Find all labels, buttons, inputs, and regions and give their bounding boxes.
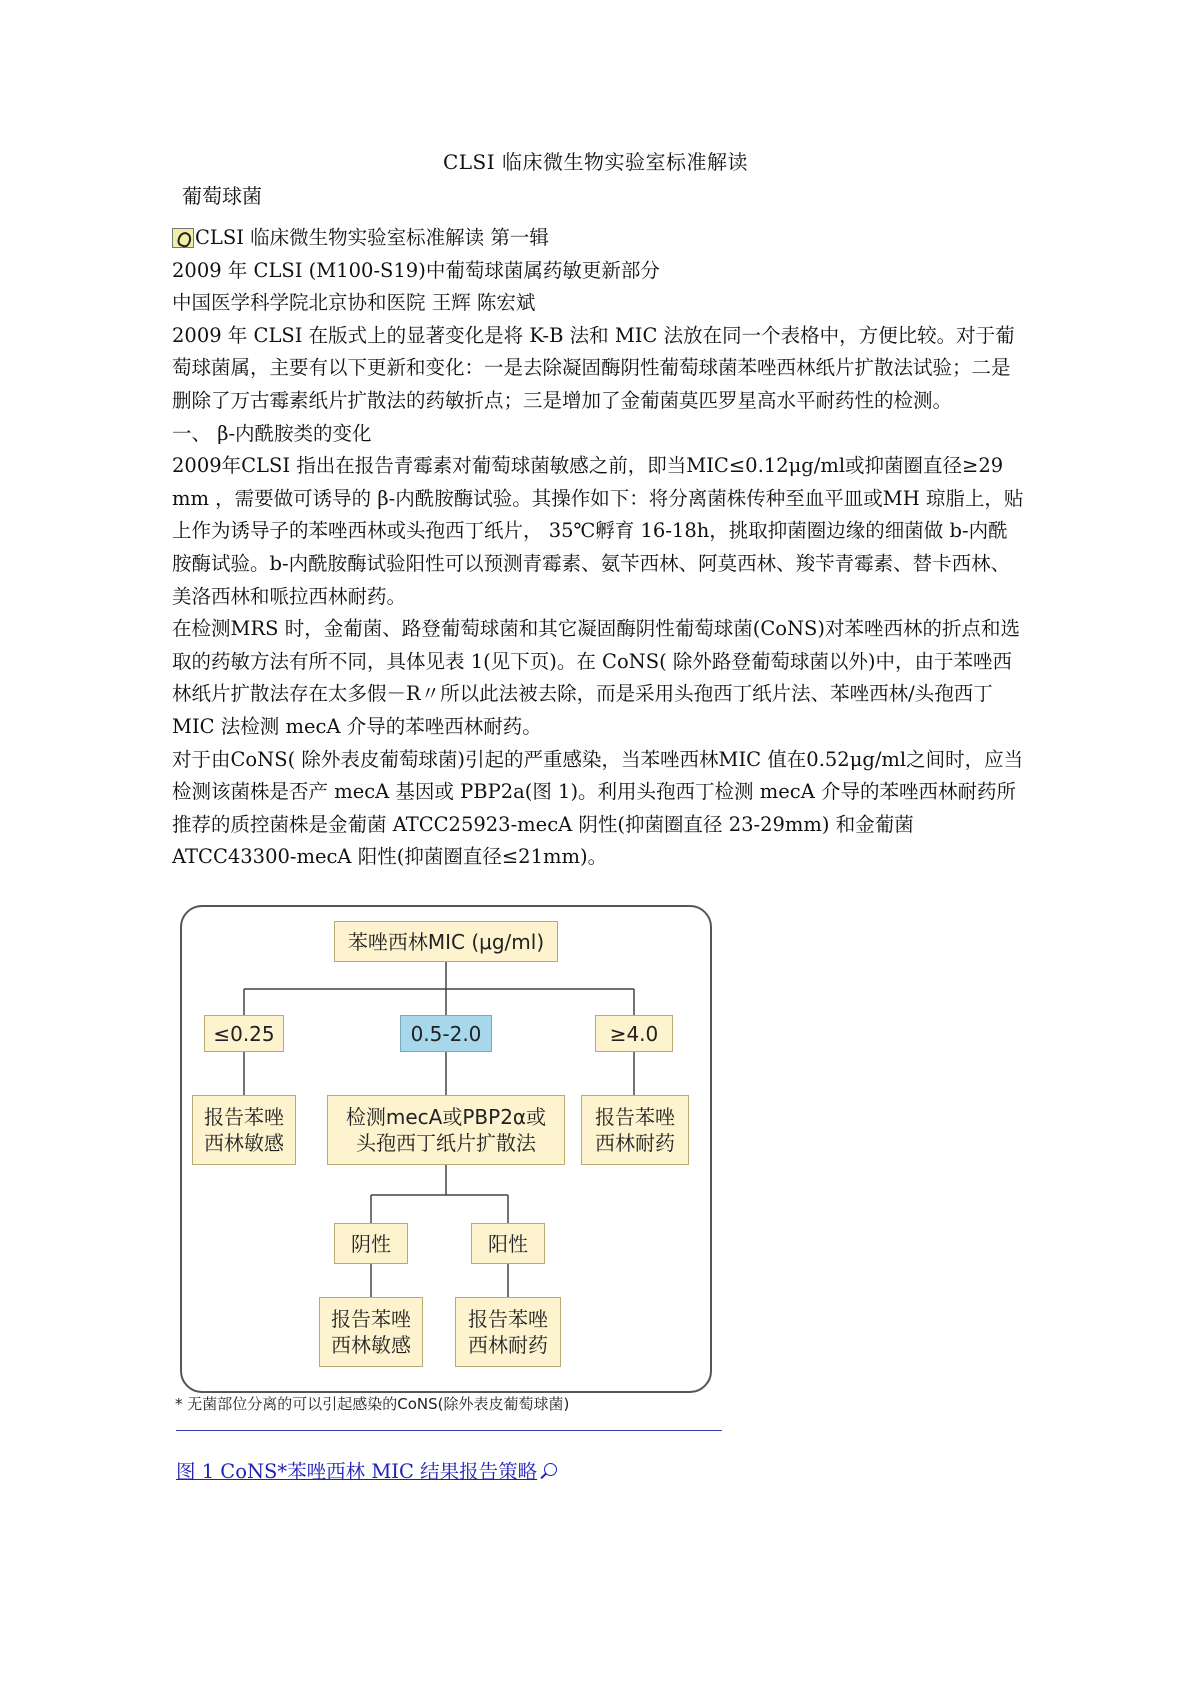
- flowchart-test-mid: 检测mecA或PBP2α或 头孢西丁纸片扩散法: [327, 1095, 565, 1165]
- document-body: [172, 222, 1024, 874]
- flowchart-result-negative: 报告苯唑 西林敏感: [319, 1297, 423, 1367]
- flowchart-result-low: 报告苯唑 西林敏感: [192, 1095, 296, 1165]
- document-subject: 葡萄球菌: [182, 184, 262, 208]
- flowchart-branch-low: ≤0.25: [204, 1015, 284, 1052]
- flowchart-negative: 阴性: [334, 1223, 408, 1264]
- paragraph-penicillin-test: 2009年CLSI 指出在报告青霉素对葡萄球菌敏感之前，即当MIC≤0.12μg/ml或抑菌圈直径≥29 mm ，需要做可诱导的 β-内酰胺酶试验。其操作如下：将分离菌株传种至血平皿或MH 琼脂上，贴上作为诱导子的苯唑西林或头孢西丁纸片， 35℃孵育 16-18h，挑取抑菌圈边缘的细菌做 b-内酰胺酶试验。b-内酰胺酶试验阳性可以预测青霉素、氨苄西林、阿莫西林、羧苄青霉素、替卡西林、美洛西林和哌拉西林耐药。: [172, 454, 1024, 608]
- paragraph-overview: 2009 年 CLSI 在版式上的显著变化是将 K-B 法和 MIC 法放在同一个表格中，方便比较。对于葡萄球菌属，主要有以下更新和变化：一是去除凝固酶阴性葡萄球菌苯唑西林纸片扩散法试验；二是删除了万古霉素纸片扩散法的药敏折点；三是增加了金葡菌莫匹罗星高水平耐药性的检测。: [172, 323, 1015, 412]
- figure-caption-link[interactable]: [176, 1456, 559, 1484]
- flowchart-positive: 阳性: [471, 1223, 545, 1264]
- paragraph-cons-infection: 对于由CoNS( 除外表皮葡萄球菌)引起的严重感染，当苯唑西林MIC 值在0.52μg/ml之间时，应当检测该菌株是否产 mecA 基因或 PBP2a(图 1)。利用头孢西丁检测 mecA 介导的苯唑西林耐药所推荐的质控菌株是金葡菌 ATCC25923-mecA 阴性(抑菌圈直径 23-29mm) 和金葡菌ATCC43300-mecA 阳性(抑菌圈直径≤21mm)。: [172, 747, 1024, 869]
- flowchart-branch-high: ≥4.0: [595, 1015, 673, 1052]
- flowchart-result-positive: 报告苯唑 西林耐药: [455, 1297, 561, 1367]
- paragraph-authors: 中国医学科学院北京协和医院 王辉 陈宏斌: [172, 291, 536, 315]
- flowchart-result-high: 报告苯唑 西林耐药: [581, 1095, 689, 1165]
- figure-caption-text[interactable]: 图 1 CoNS*苯唑西林 MIC 结果报告策略: [176, 1460, 538, 1483]
- flowchart-figure: [180, 905, 712, 1393]
- series-line-text[interactable]: CLSI 临床微生物实验室标准解读 第一辑: [195, 226, 549, 249]
- series-link-icon[interactable]: [172, 228, 194, 248]
- figure-footnote: * 无菌部位分离的可以引起感染的CoNS(除外表皮葡萄球菌): [175, 1395, 570, 1413]
- paragraph-mrs-detection: 在检测MRS 时，金葡菌、路登葡萄球菌和其它凝固酶阴性葡萄球菌(CoNS)对苯唑西林的折点和选取的药敏方法有所不同，具体见表 1(见下页)。在 CoNS( 除外路登葡萄球菌以外)中，由于苯唑西林纸片扩散法存在太多假－R〃所以此法被去除，而是采用头孢西丁纸片法、苯唑西林/头孢西丁 MIC 法检测 mecA 介导的苯唑西林耐药。: [172, 617, 1021, 738]
- magnifier-icon[interactable]: [537, 1463, 559, 1483]
- flowchart-branch-mid: 0.5-2.0: [400, 1015, 492, 1052]
- paragraph-update-title: 2009 年 CLSI (M100-S19)中葡萄球菌属药敏更新部分: [172, 258, 660, 282]
- section-heading-beta-lactam: 一、 β-内酰胺类的变化: [172, 421, 372, 445]
- figure-divider: [176, 1430, 722, 1431]
- flowchart-root: 苯唑西林MIC (μg/ml): [334, 921, 558, 962]
- document-title: CLSI 临床微生物实验室标准解读: [442, 150, 749, 174]
- series-line[interactable]: [172, 222, 1024, 255]
